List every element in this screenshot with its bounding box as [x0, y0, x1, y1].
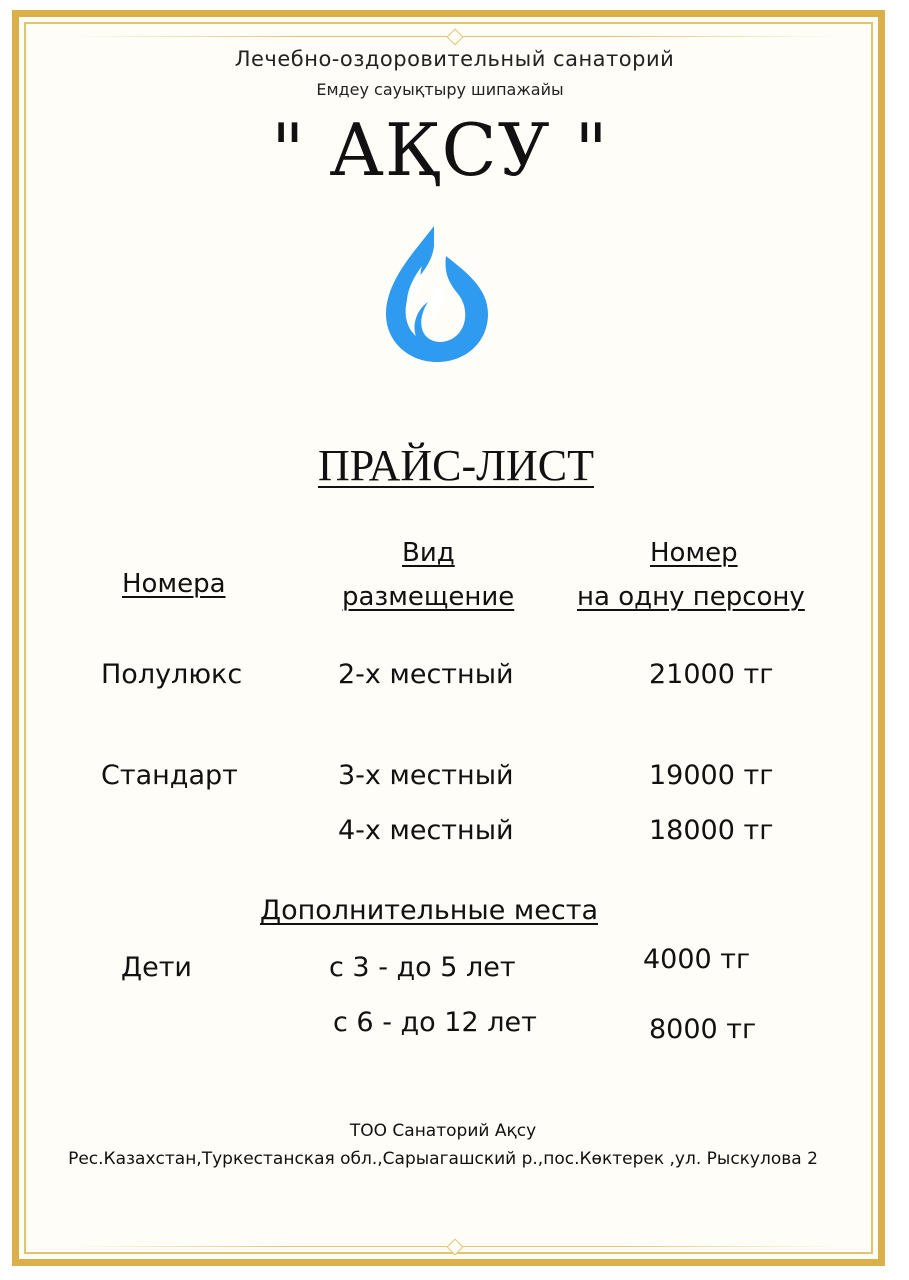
children-age-6-12: с 6 - до 12 лет: [333, 1007, 537, 1038]
subtitle-russian: Лечебно-оздоровительный санаторий: [234, 47, 675, 71]
room-name-polulux: Полулюкс: [101, 659, 243, 690]
price-column-header-line1: Номер: [650, 538, 738, 568]
price-column-header-line2: на одну персону: [577, 582, 805, 612]
inner-gold-frame: [24, 22, 873, 1254]
subtitle-kazakh: Емдеу сауықтыру шипажайы: [316, 80, 564, 99]
room-price-standard-3: 19000 тг: [649, 760, 774, 791]
room-price-polulux: 21000 тг: [649, 659, 774, 690]
room-price-standard-4: 18000 тг: [649, 815, 774, 846]
children-price-6-12: 8000 тг: [649, 1014, 757, 1045]
footer-address: Рес.Казахстан,Туркестанская обл.,Сарыагашский р.,пос.Көктерек ,ул. Рыскулова 2: [68, 1149, 818, 1169]
sanatorium-title: " АҚСУ ": [271, 108, 609, 192]
room-type-standard-4: 4-х местный: [338, 815, 514, 846]
type-column-header-line2: размещение: [342, 582, 515, 612]
extra-places-title: Дополнительные места: [260, 895, 599, 926]
children-price-3-5: 4000 тг: [643, 944, 751, 975]
price-list-title: ПРАЙС-ЛИСТ: [317, 441, 594, 490]
room-type-standard-3: 3-х местный: [338, 760, 514, 791]
rooms-column-header: Номера: [122, 569, 226, 599]
type-column-header-line1: Вид: [402, 538, 455, 568]
footer-company: ТОО Санаторий Ақсу: [349, 1121, 537, 1141]
children-label: Дети: [121, 952, 192, 983]
children-age-3-5: с 3 - до 5 лет: [329, 952, 516, 983]
room-name-standard: Стандарт: [101, 760, 238, 791]
water-drop-icon: [382, 222, 492, 364]
room-type-polulux: 2-х местный: [338, 659, 514, 690]
